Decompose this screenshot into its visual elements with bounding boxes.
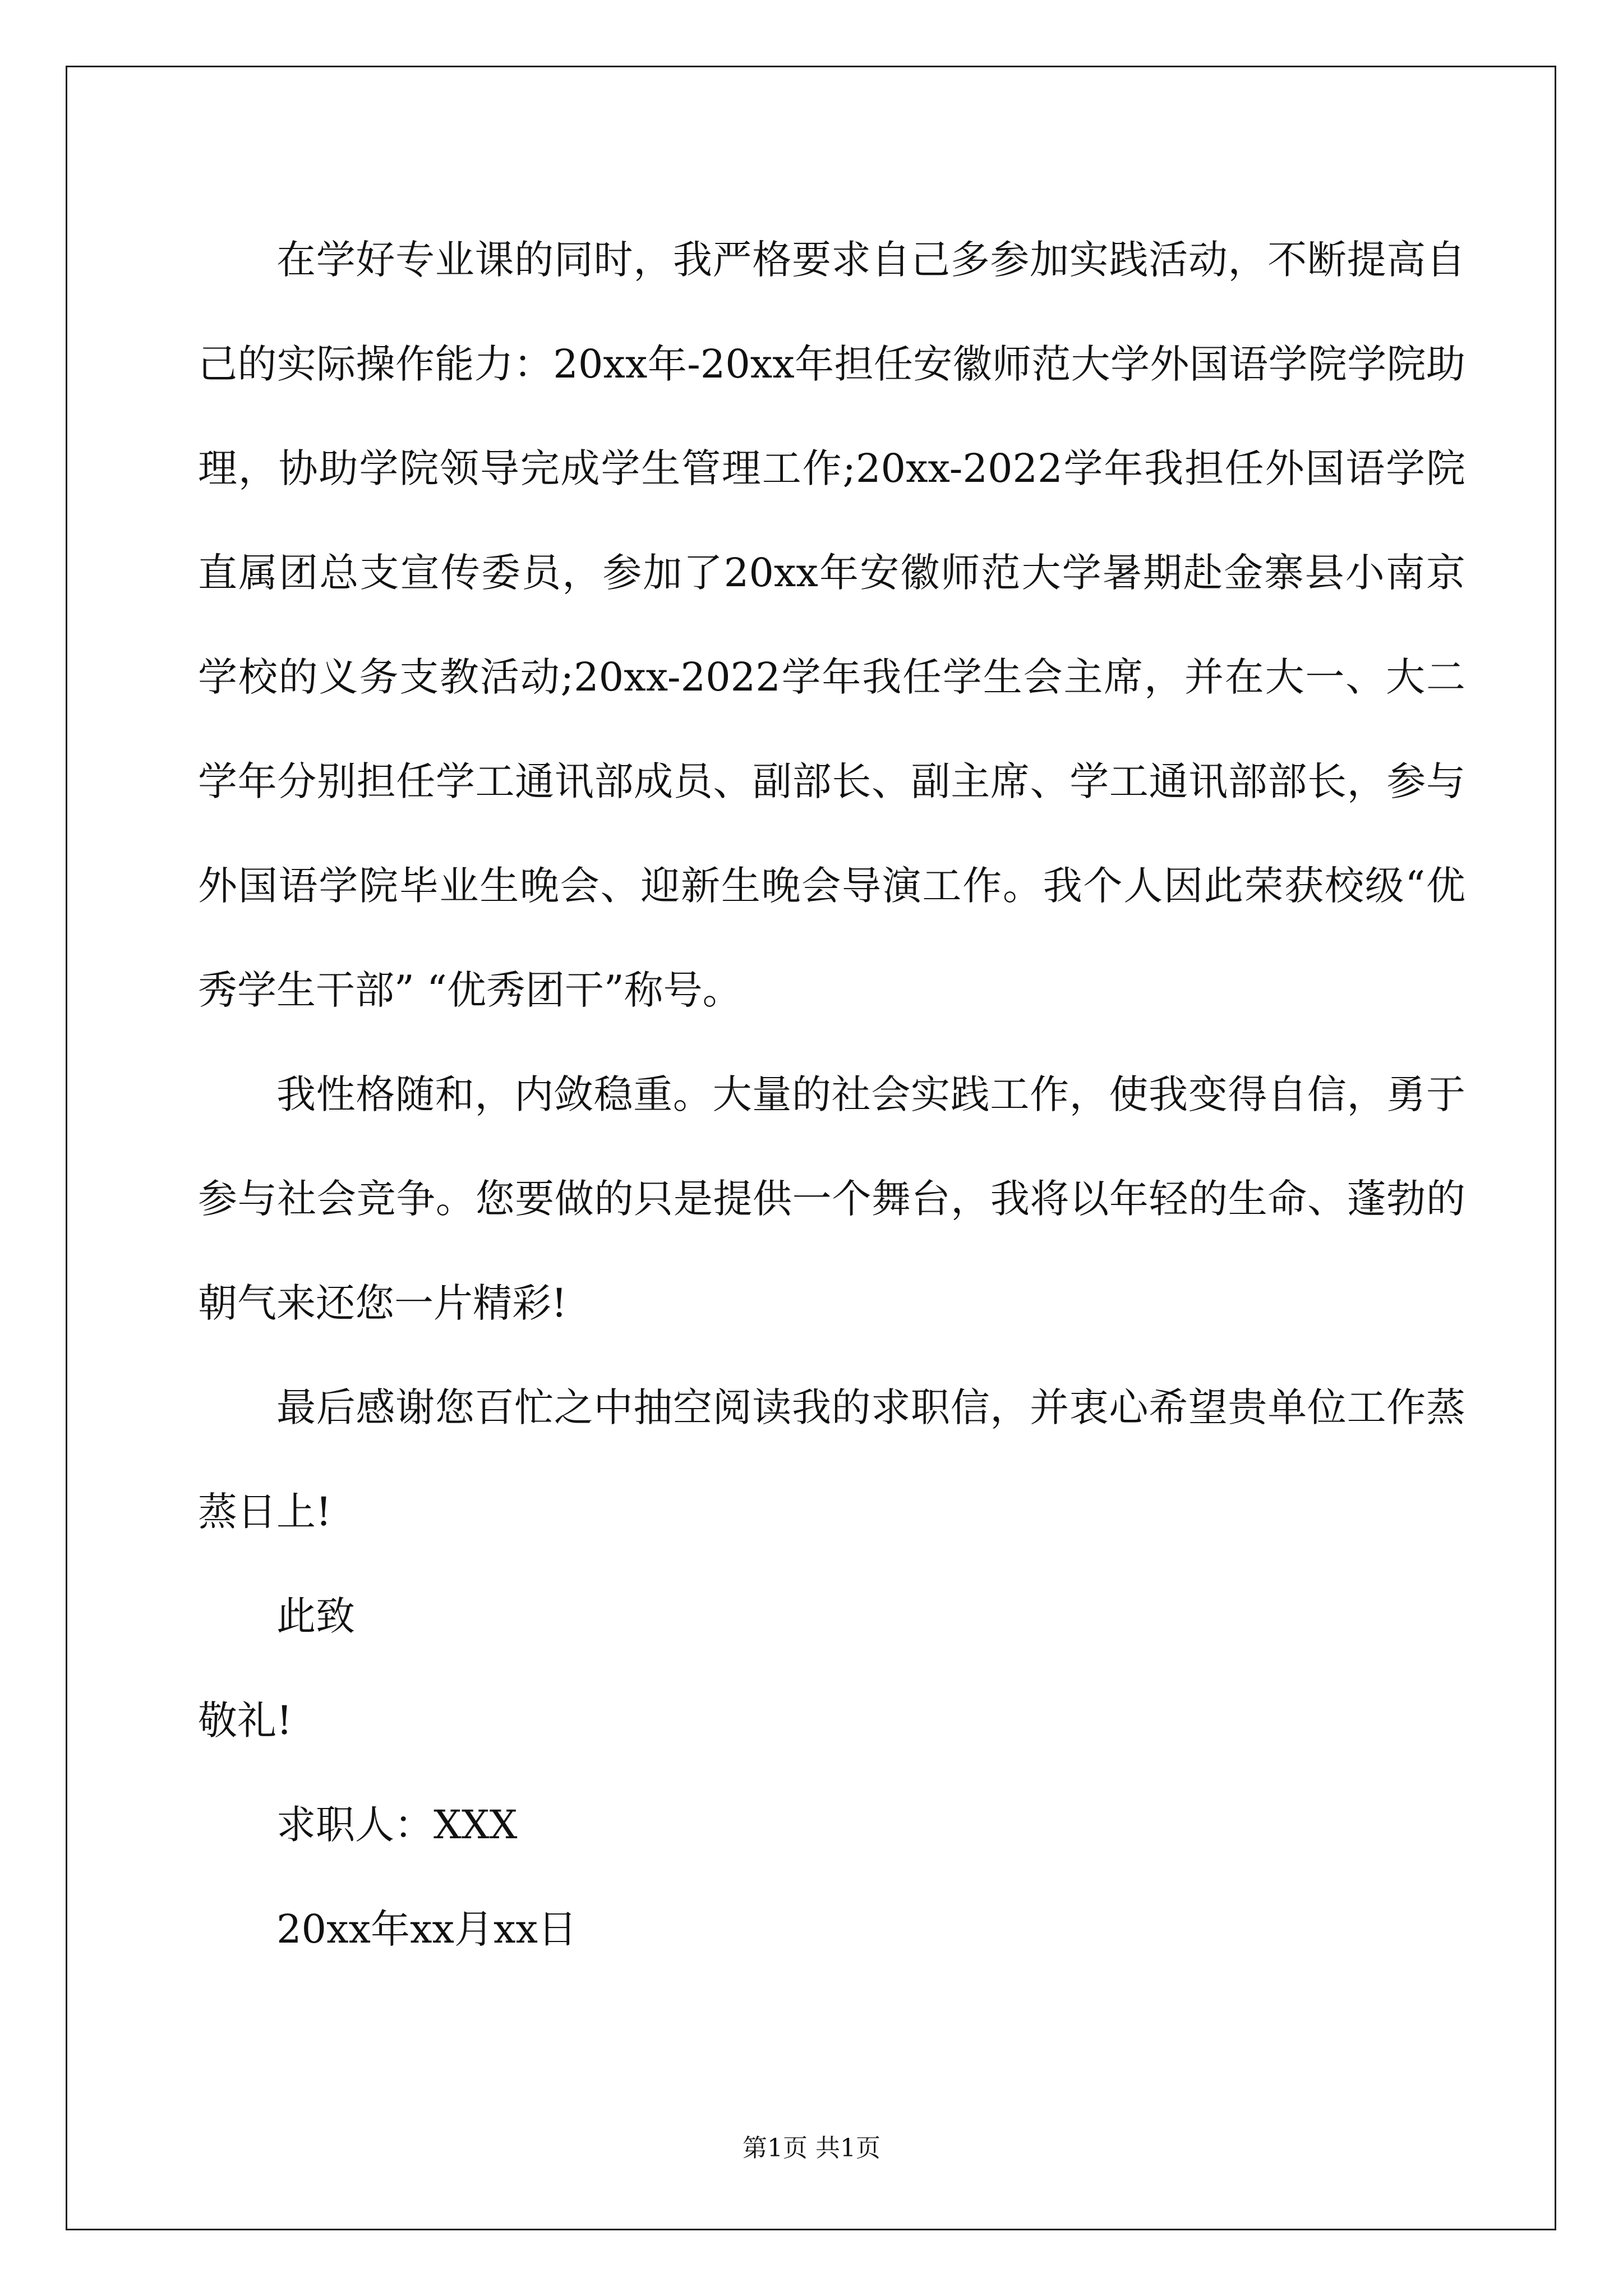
salutation: 敬礼! [198,1697,293,1743]
letter-body [198,208,1465,1981]
paragraph-personality: 我性格随和，内敛稳重。大量的社会实践工作，使我变得自信，勇于参与社会竞争。您要做的只是提供一个舞台，我将以年轻的生命、蓬勃的朝气来还您一片精彩! [198,1071,1465,1326]
closing: 此致 [276,1593,355,1639]
date: 20xx年xx月xx日 [276,1906,577,1952]
page-footer: 第1页 共1页 [743,2134,880,2162]
paragraph-thanks: 最后感谢您百忙之中抽空阅读我的求职信，并衷心希望贵单位工作蒸蒸日上! [198,1384,1465,1535]
paragraph-practice: 在学好专业课的同时，我严格要求自己多参加实践活动，不断提高自己的实际操作能力：20xx年-20xx年担任安徽师范大学外国语学院学院助理，协助学院领导完成学生管理工作;20xx-2022学年我担任外国语学院直属团总支宣传委员，参加了20xx年安徽师范大学暑期赴金寨县小南京学校的义务支教活动;20xx-2022学年我任学生会主席，并在大一、大二学年分别担任学工通讯部成员、副部长、副主席、学工通讯部部长，参与外国语学院毕业生晚会、迎新生晚会导演工作。我个人因此荣获校级“优秀学生干部” “优秀团干”称号。 [198,237,1465,1013]
signature: 求职人：XXX [276,1802,518,1848]
